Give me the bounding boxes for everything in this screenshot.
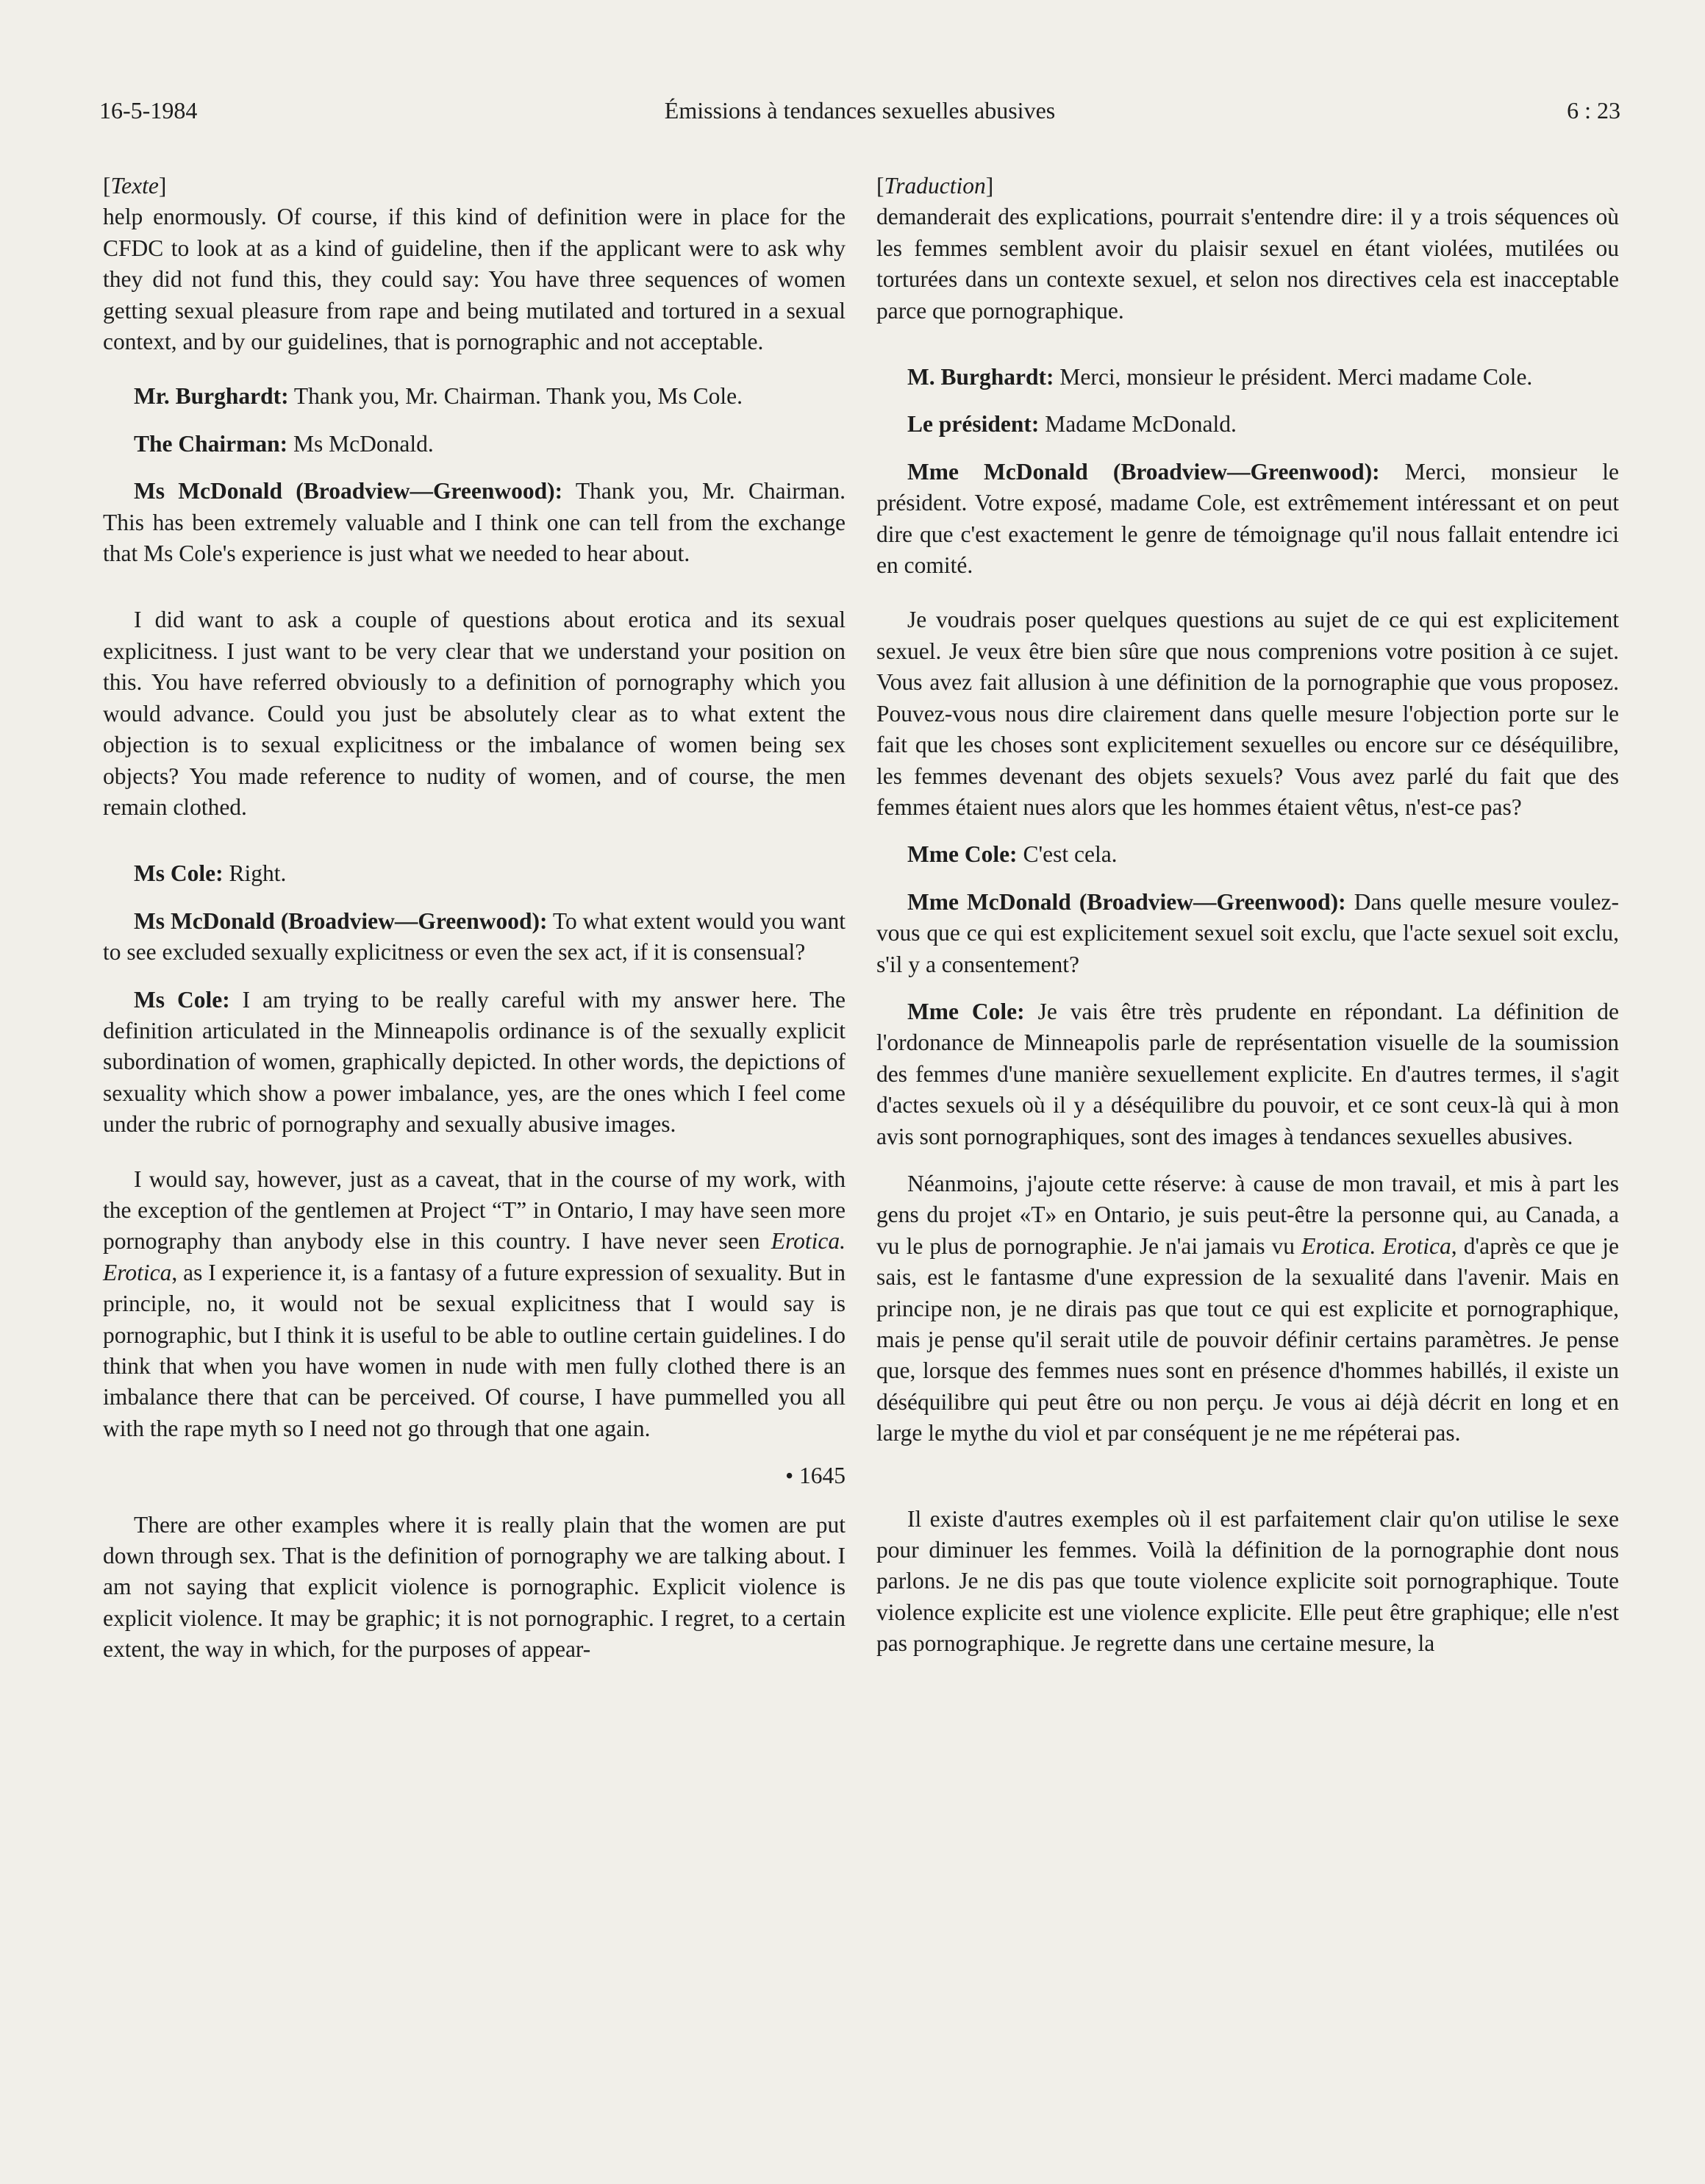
paragraph: Ms McDonald (Broadview—Greenwood): Thank you, Mr. Chairman. This has been extremely valuable and I think one can tell from the exchange that Ms Cole's experience is just what we needed to hear about. bbox=[103, 478, 846, 567]
speaker-name: Ms McDonald (Broadview—Greenwood): bbox=[134, 478, 563, 504]
speaker-name: Ms Cole: bbox=[134, 986, 230, 1013]
header-page-number: 6 : 23 bbox=[1567, 97, 1620, 124]
paragraph: Mme Cole: Je vais être très prudente en répondant. La définition de l'ordonance de Minneapolis parle de représentation visuelle de la soumission des femmes d'une manière sexuellement explicite. En d'autres termes, il s'agit d'actes sexuels où il y a déséquilibre du pouvoir, et ce sont ceux-là qui à mon avis sont pornographiques, sont des images à tendances sexuelles abusives. bbox=[876, 998, 1619, 1149]
paragraph: Mme McDonald (Broadview—Greenwood): Merci, monsieur le président. Votre exposé, madame Cole, est extrêmement intéressant et on peut dire que c'est exactement le genre de témoignage qu'il nous fallait entendre ici en comité. bbox=[876, 458, 1619, 579]
speaker-name: Mme McDonald (Broadview—Greenwood): bbox=[907, 888, 1346, 915]
speaker-name: The Chairman: bbox=[134, 430, 288, 457]
speaker-name: M. Burghardt: bbox=[907, 364, 1054, 390]
speaker-name: Mme Cole: bbox=[907, 998, 1025, 1024]
paragraph: I did want to ask a couple of questions about erotica and its sexual explicitness. I just want to be very clear that we understand your position on this. You have referred obviously to a definition of pornography which you would advance. Could you just be absolutely clear as to what extent the objection is to sexual explicitness or the imbalance of women being sex objects? You made reference to nudity of women, and of course, the men remain clothed. bbox=[103, 607, 846, 820]
column-label: [Texte] bbox=[103, 173, 167, 199]
paragraph: help enormously. Of course, if this kind of definition were in place for the CFDC to look at as a kind of guideline, then if the applicant were to ask why they did not fund this, they could say: You have three sequences of women getting sexual pleasure from rape and being mutilated and tortured in a sexual context, and by our guidelines, that is pornographic and not acceptable. bbox=[103, 204, 846, 355]
page-header bbox=[99, 97, 1620, 132]
title-erotica: Erotica. Erotica bbox=[103, 1228, 846, 1285]
paragraph: Mme McDonald (Broadview—Greenwood): Dans quelle mesure voulez-vous que ce qui est explicitement sexuel soit exclu, que l'acte sexuel soit exclu, s'il y a consentement? bbox=[876, 888, 1620, 977]
paragraph: Je voudrais poser quelques questions au sujet de ce qui est explicitement sexuel. Je veux être bien sûre que nous comprenions votre position à ce sujet. Vous avez fait allusion à une définition de la pornographie que vous proposez. Pouvez-vous nous dire clairement dans quelle mesure l'objection porte sur le fait que les choses sont explicitement sexuelles ou encore sur ce déséquilibre, les femmes devenant des objets sexuels? Vous avez parlé du fait que des femmes étaient nues alors que les hommes étaient vêtus, n'est-ce pas? bbox=[876, 607, 1619, 820]
paragraph: Néanmoins, j'ajoute cette réserve: à cause de mon travail, et mis à part les gens du projet «T» en Ontario, je suis peut-être la personne qui, au Canada, a vu le plus de pornographie. Je n'ai jamais vu Erotica. Erotica, d'après ce que je sais, est le fantasme d'une expression de la sexualité dans l'avenir. Mais en principe non, je ne dirais pas que tout ce qui est explicite et pornographique, mais je pense qu'il serait utile de pouvoir définir certains paramètres. Je pense que, lorsque des femmes nues sont en présence d'hommes habillés, il existe un déséquilibre qui peut être ou non perçu. Je vous ai déjà décrit en long et en large le mythe du viol et par conséquent je ne me répéterai pas. bbox=[876, 1170, 1619, 1446]
paragraph: M. Burghardt: Merci, monsieur le président. Merci madame Cole. bbox=[907, 364, 1533, 390]
paragraph: There are other examples where it is really plain that the women are put down through sex. That is the definition of pornography we are talking about. I am not saying that explicit violence is pornographic. Explicit violence is explicit violence. It may be graphic; it is not pornographic. I regret, to a certain extent, the way in which, for the purposes of appear- bbox=[103, 1511, 846, 1663]
paragraph: Il existe d'autres exemples où il est parfaitement clair qu'on utilise le sexe pour diminuer les femmes. Voilà la définition de la pornographie dont nous parlons. Je ne dis pas que toute violence explicite soit pornographique. Toute violence explicite est une violence explicite. Elle peut être graphique; elle n'est pas pornographique. Je regrette dans une certaine mesure, la bbox=[876, 1505, 1619, 1657]
speaker-name: Mme Cole: bbox=[907, 841, 1018, 868]
english-column bbox=[103, 171, 846, 1682]
paragraph: Ms Cole: I am trying to be really careful with my answer here. The definition articulated in the Minneapolis ordinance is of the sexually explicit subordination of women, graphically depicted. In other words, the depictions of sexuality which show a power imbalance, yes, are the ones which I feel come under the rubric of pornography and sexually abusive images. bbox=[103, 986, 846, 1138]
paragraph: Ms Cole: Right. bbox=[134, 860, 287, 887]
header-date: 16-5-1984 bbox=[99, 97, 198, 124]
paragraph: Mr. Burghardt: Thank you, Mr. Chairman. Thank you, Ms Cole. bbox=[134, 383, 743, 410]
speaker-name: Le président: bbox=[907, 411, 1040, 438]
header-title: Émissions à tendances sexuelles abusives bbox=[664, 97, 1056, 124]
paragraph: Mme Cole: C'est cela. bbox=[907, 841, 1118, 868]
time-marker: • 1645 bbox=[785, 1463, 846, 1489]
column-label: [Traduction] bbox=[876, 173, 994, 199]
paragraph: I would say, however, just as a caveat, that in the course of my work, with the exception of the gentlemen at Project “T” in Ontario, I may have seen more pornography than anybody else in this country. I have never seen Erotica. Erotica, as I experience it, is a fantasy of a future expression of sexuality. But in principle, no, it would not be sexual explicitness that I would say is pornographic, but I think it is useful to be able to outline certain guidelines. I do think that when you have women in nude with men fully clothed there is an imbalance there that can be perceived. Of course, I have pummelled you all with the rape myth so I need not go through that one again. bbox=[103, 1166, 846, 1441]
french-column bbox=[876, 171, 1619, 1676]
paragraph: demanderait des explications, pourrait s'entendre dire: il y a trois séquences où les femmes semblent avoir du plaisir sexuel en étant violées, mutilées ou torturées dans un contexte sexuel, et selon nos directives cela est inacceptable parce que pornographique. bbox=[876, 204, 1619, 324]
title-erotica: Erotica. Erotica bbox=[1301, 1232, 1451, 1259]
speaker-name: Mme McDonald (Broadview—Greenwood): bbox=[907, 458, 1380, 485]
speaker-name: Ms Cole: bbox=[134, 860, 224, 887]
paragraph: Ms McDonald (Broadview—Greenwood): To what extent would you want to see excluded sexually explicitness or even the sex act, if it is consensual? bbox=[103, 907, 846, 966]
paragraph: Le président: Madame McDonald. bbox=[907, 411, 1237, 438]
speaker-name: Mr. Burghardt: bbox=[134, 383, 289, 410]
paragraph: The Chairman: Ms McDonald. bbox=[134, 430, 434, 457]
speaker-name: Ms McDonald (Broadview—Greenwood): bbox=[134, 907, 548, 934]
